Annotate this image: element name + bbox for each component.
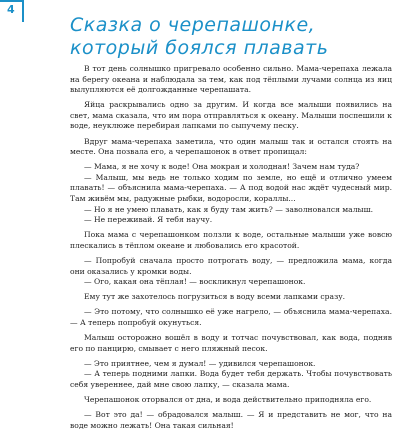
story-paragraph: Пока мама с черепашонком ползли к воде, остальные малыши уже вовсю плескались в тёплом океане и любовались его красотой. xyxy=(70,230,392,250)
story-body xyxy=(70,64,392,431)
story-paragraph: Яйца раскрывались одно за другим. И когда все малыши появились на свет, мама сказала, что им пора отправляться к океану. Малыши поспешили к воде, неуклюже перебирая лапками по сыпучему песку. xyxy=(70,100,392,131)
dialog-line: — Ого, какая она тёплая! — воскликнул черепашонок. xyxy=(84,277,306,287)
page-number-corner xyxy=(0,0,32,26)
dialog-line: — Это приятнее, чем я думал! — удивился черепашонок. xyxy=(84,358,316,368)
dialog-line: — Мама, я не хочу к воде! Она мокрая и холодная! Зачем нам туда? xyxy=(84,162,360,172)
story-paragraph: Ему тут же захотелось погрузиться в воду всеми лапками сразу. xyxy=(84,292,346,302)
story-title xyxy=(70,14,400,60)
dialog-line: — Это потому, что солнышко её уже нагрело, — объяснила мама-черепаха. — А теперь попробуй окунуться. xyxy=(70,307,392,327)
story-paragraph: Черепашонок оторвался от дна, и вода действительно приподняла его. xyxy=(84,395,372,405)
story-paragraph: В тот день солнышко пригревало особенно сильно. Мама-черепаха лежала на берегу океана и наблюдала за тем, как под тёплыми лучами солнца из яиц вылупляются её долгожданные черепашата. xyxy=(70,64,392,95)
dialog-line: — Не переживай. Я тебя научу. xyxy=(84,215,213,225)
story-title-line-1: Сказка о черепашонке, xyxy=(70,14,316,36)
dialog-line: — Вот это да! — обрадовался малыш. — Я и представить не мог, что на воде можно лежать! Она такая сильная! xyxy=(70,410,392,430)
dialog-line: — Попробуй сначала просто потрогать воду, — предложила мама, когда они оказались у кромки воды. xyxy=(70,256,392,276)
dialog-line: — А теперь подними лапки. Вода будет тебя держать. Чтобы почувствовать себя увереннее, дай мне свою лапку, — сказала мама. xyxy=(70,369,392,389)
story-paragraph: Малыш осторожно вошёл в воду и тотчас почувствовал, как вода, подняв его по панцирю, смывает с него пляжный песок. xyxy=(70,333,392,353)
story-paragraph: Вдруг мама-черепаха заметила, что один малыш так и остался стоять на месте. Она позвала его, а черепашонок в ответ пропищал: xyxy=(70,136,392,157)
page-number: 4 xyxy=(7,3,15,16)
dialog-line: — Малыш, мы ведь не только ходим по земле, но ещё и отлично умеем плавать! — объяснила мама-черепаха. — А под водой нас ждёт чудесный мир. Там живём мы, радужные рыбки, водоросли, кораллы... xyxy=(70,172,392,204)
story-title-line-2: который боялся плавать xyxy=(70,37,329,59)
corner-line-vertical xyxy=(22,0,24,22)
corner-line-horizontal xyxy=(0,0,22,2)
dialog-line: — Но я не умею плавать, как я буду там жить? — заволновался малыш. xyxy=(84,204,374,214)
